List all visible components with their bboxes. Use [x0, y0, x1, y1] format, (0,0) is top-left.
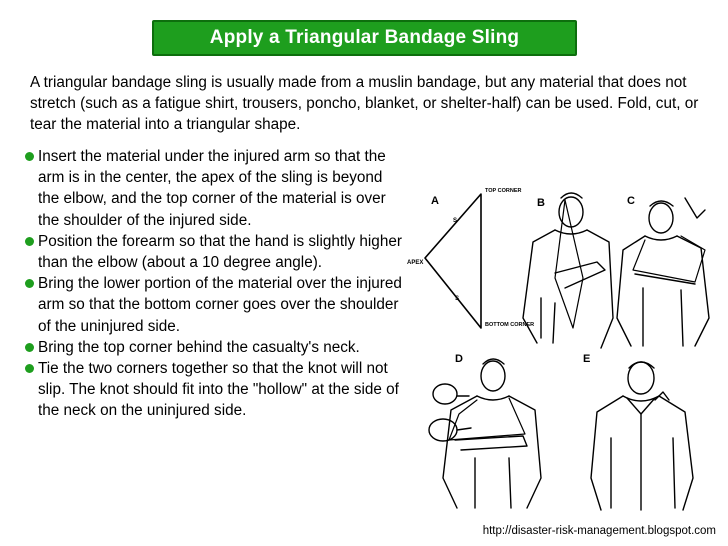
- side-label: S: [453, 218, 458, 224]
- side-label-2: S: [455, 296, 460, 302]
- panel-a-triangle: [407, 188, 534, 328]
- step-text: Tie the two corners together so that the knot will not slip. The knot should fit into the "hollow" at the side of the neck on the uninjured side.: [38, 360, 399, 420]
- panel-d-figure: [429, 353, 541, 508]
- title-banner: [152, 20, 577, 56]
- apex-label: APEX: [407, 260, 424, 266]
- list-item: [24, 358, 404, 422]
- bullet-icon: [25, 152, 34, 161]
- panel-label-a: A: [431, 195, 439, 207]
- step-text: Position the forearm so that the hand is slightly higher than the elbow (about a 10 degree angle).: [38, 232, 402, 272]
- panel-label-d: D: [455, 353, 463, 365]
- step-text: Bring the lower portion of the material over the injured arm so that the bottom corner goes over the shoulder of the uninjured side.: [38, 275, 402, 335]
- list-item: [24, 337, 404, 358]
- intro-paragraph: A triangular bandage sling is usually made from a muslin bandage, but any material that does not stretch (such as a fatigue shirt, trousers, poncho, blanket, or shelter-half) can be used. Fold, cut, or tear the material into a triangular shape.: [30, 74, 699, 133]
- page-title: Apply a Triangular Bandage Sling: [209, 27, 520, 48]
- sling-illustration: [405, 178, 723, 518]
- top-corner-label: TOP CORNER: [485, 188, 522, 194]
- panel-b-figure: [523, 193, 613, 348]
- bullet-icon: [25, 364, 34, 373]
- bullet-icon: [25, 237, 34, 246]
- panel-c-figure: [617, 195, 709, 346]
- panel-label-c: C: [627, 195, 635, 207]
- step-text: Bring the top corner behind the casualty's neck.: [38, 338, 360, 356]
- panel-label-b: B: [537, 197, 545, 209]
- bottom-corner-label: BOTTOM CORNER: [485, 322, 535, 328]
- bullet-icon: [25, 279, 34, 288]
- panel-e-figure: [583, 353, 693, 510]
- list-item: [24, 273, 404, 337]
- list-item: [24, 146, 404, 231]
- bullet-icon: [25, 343, 34, 352]
- steps-list: [24, 146, 404, 422]
- panel-label-e: E: [583, 353, 591, 365]
- list-item: [24, 231, 404, 273]
- step-text: Insert the material under the injured arm so that the arm is in the center, the apex of the sling is beyond the elbow, and the top corner of the material is over the shoulder of the injured side.: [38, 148, 386, 229]
- source-url: http://disaster-risk-management.blogspot.com: [482, 525, 716, 537]
